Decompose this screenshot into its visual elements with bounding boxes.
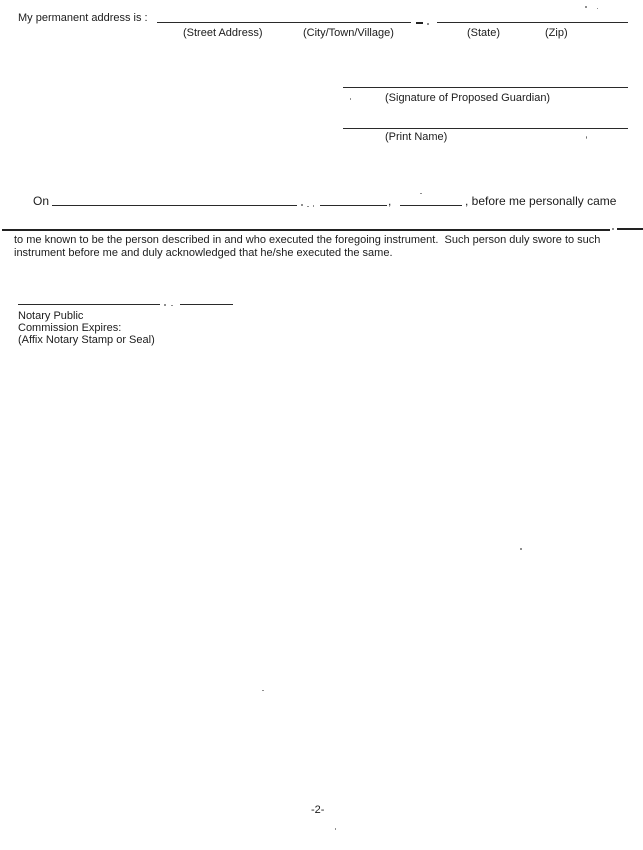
scan-speck <box>586 136 587 139</box>
state-caption: (State) <box>467 27 501 39</box>
notary-signature-blank-line <box>18 304 160 305</box>
on-label: On <box>33 194 50 208</box>
on-date-blank-line-2 <box>320 205 387 206</box>
scan-speck <box>427 23 429 25</box>
appearer-name-blank-line-end <box>617 228 643 230</box>
scan-speck <box>307 206 309 207</box>
print-name-caption: (Print Name) <box>385 131 448 143</box>
scan-speck <box>313 205 314 207</box>
signature-blank-line <box>343 87 628 88</box>
scan-speck <box>335 828 336 830</box>
page-number: -2- <box>311 804 325 816</box>
notary-public-label: Notary Public <box>18 310 84 322</box>
appearer-name-blank-line <box>2 229 610 231</box>
acknowledgment-body-line-2: instrument before me and duly acknowledged that he/she executed the same. <box>14 247 393 259</box>
affix-stamp-label: (Affix Notary Stamp or Seal) <box>18 334 155 346</box>
scan-speck <box>597 8 598 9</box>
print-name-blank-line <box>343 128 628 129</box>
acknowledgment-body-line-1: to me known to be the person described in and who executed the foregoing instrument. Such person duly swore to such <box>14 234 601 246</box>
scan-speck <box>262 690 264 691</box>
scan-speck <box>612 228 614 230</box>
scan-artifact-dash <box>416 22 423 24</box>
scan-speck <box>350 98 351 100</box>
permanent-address-label: My permanent address is : <box>18 12 148 24</box>
scan-speck <box>164 304 166 306</box>
street-address-caption: (Street Address) <box>183 27 263 39</box>
scan-speck <box>585 6 587 8</box>
zip-caption: (Zip) <box>545 27 568 39</box>
scan-speck <box>301 204 303 206</box>
on-date-blank-line-1 <box>52 205 297 206</box>
commission-expires-label: Commission Expires: <box>18 322 122 334</box>
on-date-blank-line-3 <box>400 205 462 206</box>
notary-signature-blank-line-2 <box>180 304 233 305</box>
address-blank-line-1 <box>157 22 411 23</box>
address-blank-line-2 <box>437 22 628 23</box>
comma-separator: , <box>388 194 392 208</box>
scan-speck <box>520 548 522 550</box>
city-town-village-caption: (City/Town/Village) <box>303 27 394 39</box>
scan-speck <box>171 305 173 306</box>
before-me-text: , before me personally came <box>465 194 617 208</box>
scan-speck <box>420 193 422 194</box>
signature-caption: (Signature of Proposed Guardian) <box>385 92 551 104</box>
